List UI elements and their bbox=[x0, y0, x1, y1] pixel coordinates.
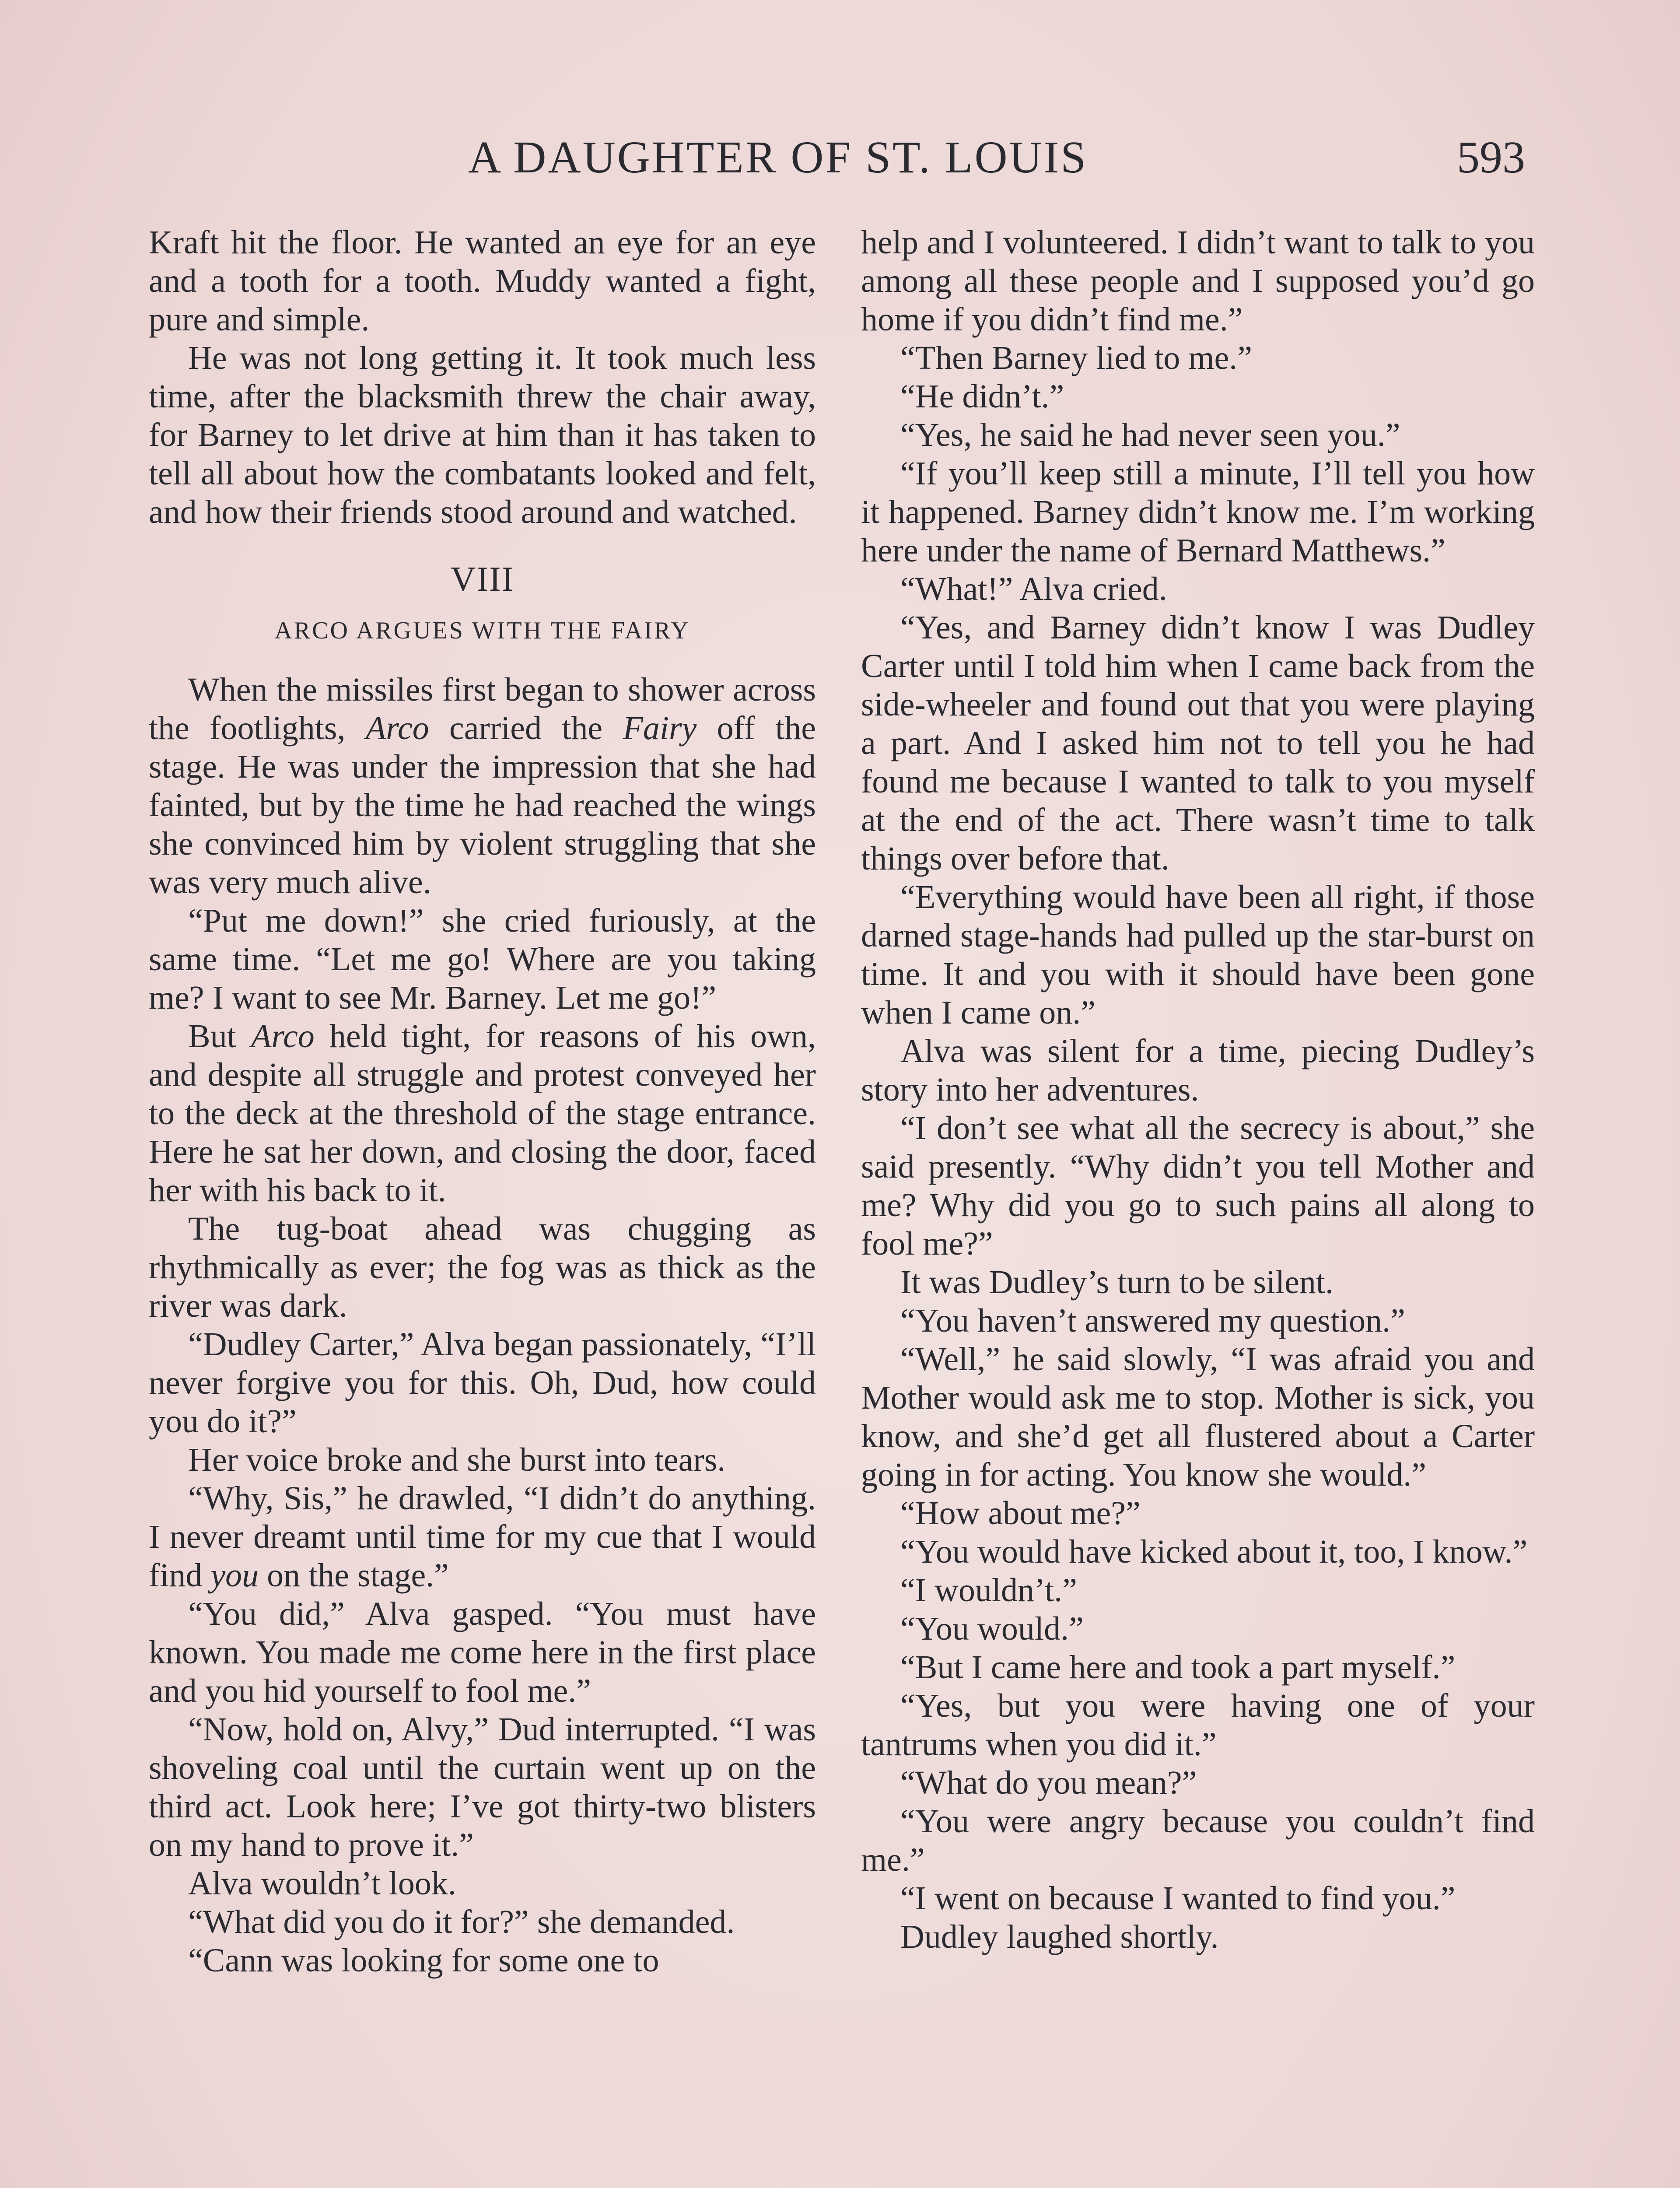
text-run: When the missiles first began to shower across the footlights, bbox=[149, 671, 816, 747]
paragraph: “What do you mean?” bbox=[900, 1764, 1197, 1801]
paragraph: “Yes, but you were having one of your tantrums when you did it.” bbox=[861, 1687, 1535, 1763]
paragraph: Kraft hit the floor. He wanted an eye for an eye and a tooth for a tooth. Muddy wanted a fight, pure and simple. bbox=[149, 224, 816, 338]
paragraph: “If you’ll keep still a minute, I’ll tell you how it happened. Barney didn’t know me. I’m working here under the name of Bernard Matthews.” bbox=[861, 455, 1535, 569]
paragraph bbox=[149, 1017, 816, 1210]
page-number: 593 bbox=[1457, 132, 1525, 182]
paragraph bbox=[149, 1479, 816, 1595]
running-head bbox=[0, 127, 1680, 188]
paragraph: It was Dudley’s turn to be silent. bbox=[900, 1264, 1334, 1301]
paragraph: Dudley laughed shortly. bbox=[900, 1918, 1219, 1955]
running-title: A DAUGHTER OF ST. LOUIS bbox=[468, 132, 1088, 182]
paragraph: The tug-boat ahead was chugging as rhythmically as ever; the fog was as thick as the river was dark. bbox=[149, 1210, 816, 1324]
paragraph: “Everything would have been all right, if those darned stage-hands had pulled up the star-burst on time. It and you with it should have been gone when I came on.” bbox=[861, 879, 1535, 1031]
right-column bbox=[861, 223, 1535, 1956]
paragraph: “You would have kicked about it, too, I know.” bbox=[900, 1533, 1528, 1570]
paragraph: “Dudley Carter,” Alva began passionately, “I’ll never forgive you for this. Oh, Dud, how could you do it?” bbox=[149, 1326, 816, 1440]
text-run: held tight, for reasons of his own, and despite all struggle and protest conveyed her to the deck at the threshold of the stage entrance. Here he sat her down, and closing the door, faced her with his back to it. bbox=[149, 1018, 816, 1209]
paragraph: “I wouldn’t.” bbox=[900, 1572, 1077, 1609]
text-run: “Why, Sis,” he drawled, “I didn’t do anything. I never dreamt until time for my cue that I would find bbox=[149, 1480, 816, 1594]
paragraph: Her voice broke and she burst into tears. bbox=[188, 1441, 726, 1478]
paragraph: He was not long getting it. It took much less time, after the blacksmith threw the chair away, for Barney to let drive at him than it has taken to tell all about how the combatants looked and felt, and how their friends stood around and watched. bbox=[149, 340, 816, 530]
italic-text: you bbox=[210, 1557, 259, 1594]
paragraph bbox=[149, 670, 816, 901]
paragraph: “Yes, he said he had never seen you.” bbox=[900, 417, 1400, 453]
paragraph: “Put me down!” she cried furiously, at the same time. “Let me go! Where are you taking me? I want to see Mr. Barney. Let me go!” bbox=[149, 902, 816, 1016]
text-run: off the stage. He was under the impression that she had fainted, but by the time he had reached the wings she convinced him by violent struggling that she was very much alive. bbox=[149, 710, 816, 901]
paragraph: “He didn’t.” bbox=[900, 378, 1064, 415]
paragraph: help and I volunteered. I didn’t want to talk to you among all these people and I supposed you’d go home if you didn’t find me.” bbox=[861, 224, 1535, 338]
paragraph: “I went on because I wanted to find you.” bbox=[900, 1880, 1456, 1917]
paragraph: “You were angry because you couldn’t find me.” bbox=[861, 1803, 1535, 1878]
paragraph: “You haven’t answered my question.” bbox=[900, 1302, 1405, 1339]
paragraph: Alva was silent for a time, piecing Dudley’s story into her adventures. bbox=[861, 1033, 1535, 1108]
chapter-title: ARCO ARGUES WITH THE FAIRY bbox=[274, 617, 690, 644]
italic-text: Fairy bbox=[623, 710, 697, 747]
text-run: carried the bbox=[429, 710, 623, 747]
left-column bbox=[149, 223, 816, 1980]
paragraph: “How about me?” bbox=[900, 1495, 1141, 1532]
paragraph: “What did you do it for?” she demanded. bbox=[188, 1904, 735, 1940]
paragraph: “Yes, and Barney didn’t know I was Dudley Carter until I told him when I came back from the side-wheeler and found out that you were playing a part. And I asked him not to tell you he had found me because I wanted to talk to you myself at the end of the act. There wasn’t time to talk things over before that. bbox=[861, 609, 1535, 877]
paragraph: Alva wouldn’t look. bbox=[188, 1865, 456, 1902]
paragraph: “I don’t see what all the secrecy is about,” she said presently. “Why didn’t you tell Mother and me? Why did you go to such pains all along to fool me?” bbox=[861, 1110, 1535, 1262]
chapter-number: VIII bbox=[450, 560, 514, 599]
paragraph: “Then Barney lied to me.” bbox=[900, 340, 1253, 376]
paragraph: “But I came here and took a part myself.” bbox=[900, 1649, 1456, 1686]
paragraph: “You did,” Alva gasped. “You must have known. You made me come here in the first place and you hid yourself to fool me.” bbox=[149, 1595, 816, 1709]
paragraph: “You would.” bbox=[900, 1610, 1084, 1647]
italic-text: Arco bbox=[251, 1018, 315, 1055]
text-run: on the stage.” bbox=[259, 1557, 449, 1594]
italic-text: Arco bbox=[365, 710, 429, 747]
paragraph: “What!” Alva cried. bbox=[900, 571, 1167, 607]
paragraph: “Well,” he said slowly, “I was afraid you and Mother would ask me to stop. Mother is sick, you know, and she’d get all flustered about a Carter going in for acting. You know she would.” bbox=[861, 1341, 1535, 1493]
paragraph: “Cann was looking for some one to bbox=[188, 1942, 659, 1979]
paragraph: “Now, hold on, Alvy,” Dud interrupted. “I was shoveling coal until the curtain went up on the third act. Look here; I’ve got thirty-two blisters on my hand to prove it.” bbox=[149, 1711, 816, 1863]
text-run: But bbox=[188, 1018, 251, 1055]
